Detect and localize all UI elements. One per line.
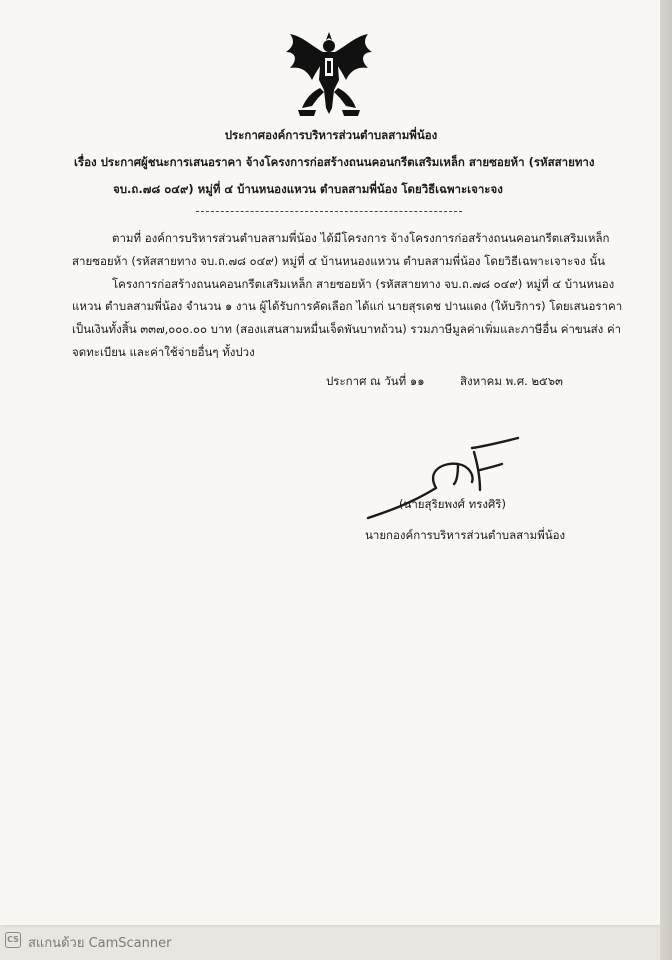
garuda-emblem-icon xyxy=(282,28,376,118)
subject-line-1: เรื่อง ประกาศผู้ชนะการเสนอราคา จ้างโครงการก่อสร้างถนนคอนกรีตเสริมเหล็ก สายซอยห้า (รหัสสายทาง xyxy=(74,155,595,169)
page-edge-shadow xyxy=(660,0,672,960)
subject-line-2: จบ.ถ.๗๘ ๐๔๙) หมู่ที่ ๔ บ้านหนองแหวน ตำบลสามพี่น้อง โดยวิธีเฉพาะเจาะจง xyxy=(113,182,503,196)
signer-position: นายกองค์การบริหารส่วนตำบลสามพี่น้อง xyxy=(365,528,566,542)
body-line-2: สายซอยห้า (รหัสสายทาง จบ.ถ.๗๘ ๐๔๙) หมู่ที่ ๔ บ้านหนองแหวน ตำบลสามพี่น้อง โดยวิธีเฉพาะเจาะจง นั้น xyxy=(72,254,606,268)
signer-name: (นายสุริยพงศ์ ทรงศิริ) xyxy=(399,497,506,511)
camscanner-label: สแกนด้วย CamScanner xyxy=(28,936,172,951)
camscanner-logo-icon: CS xyxy=(5,932,21,948)
announce-date: ประกาศ ณ วันที่ ๑๑ xyxy=(326,374,425,388)
body-line-5: เป็นเงินทั้งสิ้น ๓๓๗,๐๐๐.๐๐ บาท (สองแสนสามหมื่นเจ็ดพันบาทถ้วน) รวมภาษีมูลค่าเพิ่มและภาษีอื่น ค่าขนส่ง ค่า xyxy=(72,322,622,336)
announce-month-year: สิงหาคม พ.ศ. ๒๕๖๓ xyxy=(460,374,563,388)
separator-line xyxy=(196,211,462,212)
document-title: ประกาศองค์การบริหารส่วนตำบลสามพี่น้อง xyxy=(224,128,438,142)
body-line-6: จดทะเบียน และค่าใช้จ่ายอื่นๆ ทั้งปวง xyxy=(72,345,255,359)
body-line-4: แหวน ตำบลสามพี่น้อง จำนวน ๑ งาน ผู้ได้รับการคัดเลือก ได้แก่ นายสุรเดช ปานแดง (ให้บริการ) โดยเสนอราคา xyxy=(72,299,623,313)
scanner-watermark xyxy=(0,931,672,953)
body-line-3: โครงการก่อสร้างถนนคอนกรีตเสริมเหล็ก สายซอยห้า (รหัสสายทาง จบ.ถ.๗๘ ๐๔๙) หมู่ที่ ๔ บ้านหนอง xyxy=(112,277,615,291)
body-line-1: ตามที่ องค์การบริหารส่วนตำบลสามพี่น้อง ได้มีโครงการ จ้างโครงการก่อสร้างถนนคอนกรีตเสริมเหล็ก xyxy=(112,231,610,245)
